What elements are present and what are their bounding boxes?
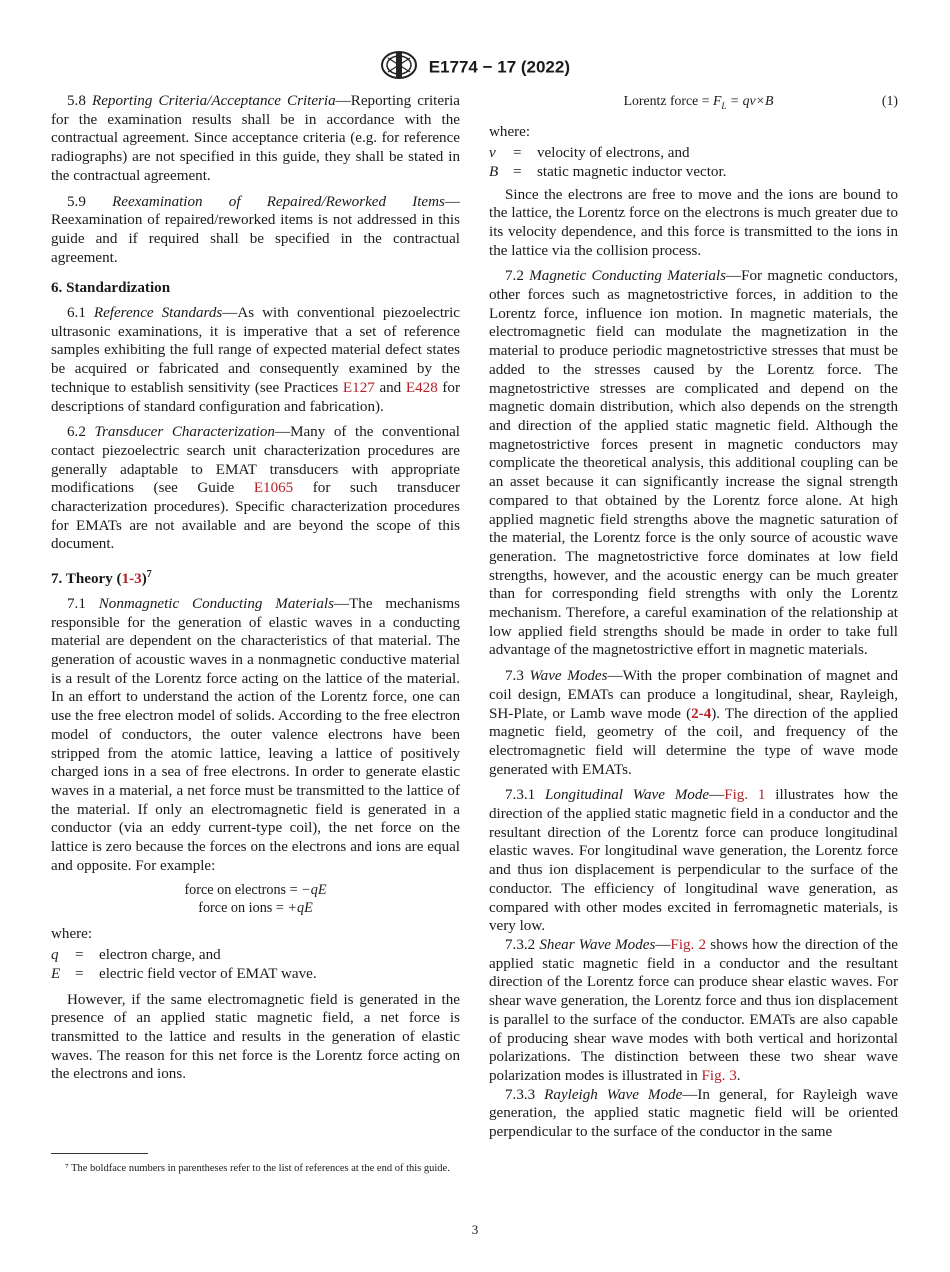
paragraph-6-2: 6.2 Transducer Characterization—Many of the conventional contact piezoelectric search unit characterization procedures are generally adaptable to EMAT transducers with appropriate modifications (see Guide E1065 for such transducer characterization procedures). Specific characterization procedures for EMATs are not available and are beyond the scope of this document. — [51, 424, 460, 553]
definition-item: E = electric field vector of EMAT wave. — [51, 965, 317, 982]
where-label: where: — [489, 124, 531, 141]
definition-list — [489, 144, 898, 181]
definition-item: B = static magnetic inductor vector. — [489, 163, 727, 180]
footnote: ⁷ The boldface numbers in parentheses refer to the list of references at the end of this guide. — [65, 1163, 450, 1174]
paragraph-5-8: 5.8 Reporting Criteria/Acceptance Criteria—Reporting criteria for the examination results shall be in accordance with the contractual agreement. Since acceptance criteria (e.g. for reference radiographs) are not specified in this guide, they shall be stated in the contractual agreement. — [51, 93, 460, 184]
link-fig-3[interactable]: Fig. 3 — [701, 1067, 737, 1084]
paragraph-5-9: 5.9 Reexamination of Repaired/Reworked Items—Reexamination of repaired/reworked items is not addressed in this guide and if required shall be specified in the contractual agreement. — [51, 193, 460, 266]
formula-block — [51, 881, 460, 917]
left-column — [51, 92, 460, 1091]
definition-item: q = electron charge, and — [51, 947, 221, 964]
paragraph-7-3-2: 7.3.2 Shear Wave Modes—Fig. 2 shows how the direction of the applied static magnetic field in a conductor and the resultant direction of the Lorentz force can produce shear elastic waves. For shear wave generation, the Lorentz force and thus ion displacement is parallel to the surface of the conductor. EMATs are also capable of producing shear wave modes with both vertical and horizontal polarizations. The distinction between these two shear wave polarization modes is illustrated in Fig. 3. — [489, 936, 898, 1084]
definition-list — [51, 946, 460, 983]
paragraph-7-3: 7.3 Wave Modes—With the proper combination of magnet and coil design, EMATs can produce a longitudinal, shear, Rayleigh, SH-Plate, or Lamb wave mode (2-4). The direction of the applied magnetic field, geometry of the coil, and frequency of the electromagnetic field will determine the type of wave mode generated with EMATs. — [489, 668, 898, 778]
link-e428[interactable]: E428 — [405, 379, 438, 396]
document-designation: E1774 − 17 (2022) — [428, 57, 571, 77]
right-column — [489, 92, 898, 1142]
paragraph-since: Since the electrons are free to move and the ions are bound to the lattice, the Lorentz force on the electrons is much greater due to its velocity dependence, and this force is transmitted to the ions in the lattice via the collision process. — [489, 186, 898, 259]
page-header — [0, 50, 950, 85]
paragraph-however: However, if the same electromagnetic field is generated in the presence of an applied static magnetic field, a net force is transmitted to the lattice and results in the generation of elastic waves. The reason for this net force is the Lorentz force acting on the electrons and ions. — [51, 991, 460, 1083]
paragraph-6-1: 6.1 Reference Standards—As with conventional piezoelectric ultrasonic examinations, it is imperative that a set of reference samples exhibiting the full range of expected material defect states be acquired or fabricated and consequently examined by the technique to establish sensitivity (see Practices E127 and E428 for descriptions of standard configuration and fabrication). — [51, 305, 460, 415]
footnote-divider — [51, 1153, 148, 1154]
link-fig-1[interactable]: Fig. 1 — [724, 787, 766, 804]
link-e127[interactable]: E127 — [342, 379, 375, 396]
equation-number: (1) — [881, 93, 898, 108]
paragraph-7-1: 7.1 Nonmagnetic Conducting Materials—The mechanisms responsible for the generation of elastic waves in a conducting material are dependent on the characteristics of that material. The generation of acoustic waves in a nonmagnetic conductive material is a result of the Lorentz force acting on the lattice of the material. In an effort to understand the action of the Lorentz force, one can use the free electron model of solids. According to the free electron model of conductors, the outer valence electrons have been stripped from the atomic lattice, leaving a lattice of positively charged ions in a sea of free electrons. In order to generate elastic waves in a material, a net force must be transmitted to the lattice of the material. If only an electromagnetic field is generated in a conductor (via an eddy current-type coil), the net force on the lattice is zero because the forces on the electrons and ions are equal and opposite. For example: — [51, 595, 460, 874]
definition-item: v = velocity of electrons, and — [489, 145, 690, 162]
page-number: 3 — [471, 1222, 479, 1237]
ref-link-2-4[interactable]: 2-4 — [691, 705, 712, 722]
formula-ions: force on ions = +qE — [198, 900, 313, 917]
ref-link-1-3[interactable]: 1-3 — [121, 571, 142, 588]
formula-electrons: force on electrons = −qE — [184, 882, 327, 899]
link-e1065[interactable]: E1065 — [253, 480, 294, 497]
equation-1: Lorentz force = $F_L = qv\times B$ (1) — [489, 92, 898, 115]
section-heading-theory: 7. Theory $(1-3)^7$ — [51, 569, 152, 588]
paragraph-7-2: 7.2 Magnetic Conducting Materials—For magnetic conductors, other forces such as magnetostrictive forces, in addition to the Lorentz force, influence ion motion. In magnetic materials, the electromagnetic field can modulate the magnetization in the material to produce periodic magnetostrictive stresses that must be added to the stresses caused by the Lorentz force. The magnetostrictive stresses are complicated and depend on the magnetic domain distribution, which also depends on the strength and direction of the applied static magnetic field. Although the magnetostrictive forces present in magnetic conductors may complicate the theoretical analysis, this additional coupling can be an asset because it can significantly increase the signal strength compared to that obtained by the Lorentz force alone. At high applied magnetic field strengths above the magnetic saturation of the material, the Lorentz force is the only source of acoustic wave generation. The magnetostrictive force dominates at low field strengths, however, and the acoustic energy can be much greater than for corresponding field strengths with only the Lorentz mechanism. Therefore, a careful examination of the relationship at low applied field strengths should be made in order to take full advantage of the magnetostrictive effort in magnetic materials. — [489, 268, 898, 659]
paragraph-7-3-1: 7.3.1 Longitudinal Wave Mode—Fig. 1 illustrates how the direction of the applied static magnetic field in a conductor and the resultant direction of the Lorentz force can produce longitudinal elastic waves. For longitudinal wave generation, the Lorentz force and thus ion displacement is perpendicular to the surface of the conductor. The efficiency of longitudinal wave generation, as compared with other modes excited in ferromagnetic materials, is very low. — [489, 787, 898, 935]
paragraph-7-3-3: 7.3.3 Rayleigh Wave Mode—In general, for Rayleigh wave generation, the applied static magnetic field will be oriented perpendicular to the surface of the conductor in the same — [489, 1086, 898, 1141]
where-label: where: — [51, 926, 93, 943]
link-fig-2[interactable]: Fig. 2 — [670, 936, 707, 953]
section-heading-standardization: 6. Standardization — [51, 280, 171, 297]
astm-logo-icon — [380, 50, 418, 85]
